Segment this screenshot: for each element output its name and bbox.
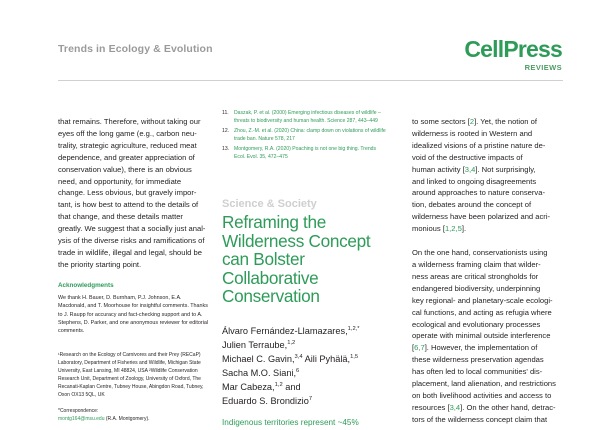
reference-list xyxy=(222,110,387,165)
text-run: wilderness is rooted in Western and xyxy=(412,128,533,138)
author-affiliation: 1,2,* xyxy=(347,326,360,332)
text-line: greatly. We suggest that a socially just anal- xyxy=(58,224,206,234)
author-name: Mar Cabeza, xyxy=(222,382,275,392)
text-run: tors of the wilderness concept claim that xyxy=(412,414,548,424)
text-run: and linked to ongoing disagreements xyxy=(412,176,537,186)
author-affiliation: 1,2 xyxy=(287,340,296,346)
author-conjunction: and xyxy=(282,382,301,392)
section-label: Science & Society xyxy=(222,198,317,210)
text-line: ysis of the diverse risks and ramifications of xyxy=(58,236,205,246)
column-1-body xyxy=(58,116,210,271)
column-3-body xyxy=(412,116,572,426)
text-run: monious [ xyxy=(412,224,445,234)
acknowledgments-heading: Acknowledgments xyxy=(58,282,114,289)
article-title xyxy=(222,213,392,306)
text-run: these wilderness preservation agendas xyxy=(412,355,544,365)
author-affiliation: 3,4 xyxy=(294,354,303,360)
reference-item xyxy=(222,110,387,125)
text-run: void of the destructive impacts of xyxy=(412,152,523,162)
author-name: Álvaro Fernández-Llamazares, xyxy=(222,326,348,336)
text-run: around approaches to nature conserva- xyxy=(412,188,545,198)
text-line: change. Less obvious, but gravely impor- xyxy=(58,188,197,198)
text-run: ]. However, the implementation of xyxy=(424,343,538,353)
text-run: wilderness have been polarized and acri- xyxy=(412,212,551,222)
title-line: can Bolster xyxy=(222,249,305,270)
text-line: that change, and these details matter xyxy=(58,212,183,222)
intro-text: Indigenous territories represent ~45% xyxy=(222,418,359,427)
text-line: conservation value), there is an obvious xyxy=(58,164,192,174)
text-run: key regional- and planetary-scale ecologi- xyxy=(412,295,553,305)
text-line: the priority starting point. xyxy=(58,259,142,269)
author-name: Aili Pyhälä, xyxy=(302,354,351,364)
text-run: placement, land alienation, and restrictions xyxy=(412,379,556,389)
affiliations: ¹Research on the Ecology of Carnivores and their Prey (RECaP) Laboratory, Department of Fisheries and Wildlife, Michigan State University, East Lansing, MI 48824, USA ²Wildlife Conservation Research Unit, Department of Zoology, University of Oxford, The Recanati-Kaplan Centre, Tubney House, Abingdon Road, Tubney, Oxon OX13 5QL, UK xyxy=(58,352,204,398)
author-name: Sacha M.O. Siani, xyxy=(222,368,297,378)
text-line: eyes off the long game (e.g., carbon neu- xyxy=(58,128,197,138)
citation-link[interactable]: 3,4 xyxy=(464,164,476,174)
cellpress-logo xyxy=(452,36,562,76)
text-line: tant, is how best to attend to the details of xyxy=(58,200,199,210)
text-run: human activity [ xyxy=(412,164,465,174)
text-run: tion, debates around the concept of xyxy=(412,200,532,210)
text-run: a wilderness framing claim that wilder- xyxy=(412,259,541,269)
correspondence-email[interactable]: montg164@msu.edu xyxy=(58,415,105,422)
text-run: ]. xyxy=(461,224,467,234)
author-affiliation: 6 xyxy=(296,368,300,374)
reference-item xyxy=(222,128,387,143)
text-run: ]. On the other hand, detrac- xyxy=(460,402,556,412)
text-run: resources [ xyxy=(412,402,450,412)
author-name: Julien Terraube, xyxy=(222,340,288,350)
title-line: Wilderness Concept xyxy=(222,230,371,251)
title-line: Conservation xyxy=(222,286,320,307)
correspondence-label: *Correspondence: xyxy=(58,408,99,414)
reference-text[interactable]: Zhou, Z.-M. et al. (2020) China: clamp down on violations of wildlife trade ban. Nature 578, 217 xyxy=(234,128,386,142)
text-line: trade in wildlife, illegal and legal, should be xyxy=(58,247,202,257)
text-run: has often led to local communities' dis- xyxy=(412,367,543,377)
correspondence-name: (R.A. Montgomery). xyxy=(104,415,150,422)
journal-name: Trends in Ecology & Evolution xyxy=(58,43,213,55)
text-run: idealized visions of a pristine nature de- xyxy=(412,140,546,150)
text-line: dependence, and greater appreciation of xyxy=(58,152,195,162)
author-list xyxy=(222,324,392,408)
text-run: to some sectors [ xyxy=(412,117,470,126)
text-line: that remains. Therefore, without taking our xyxy=(58,117,201,126)
text-run: cal functions, and acting as refugia where xyxy=(412,307,552,317)
paragraph xyxy=(412,247,572,426)
citation-link[interactable]: 3,4 xyxy=(449,402,461,412)
author-name: Michael C. Gavin, xyxy=(222,354,295,364)
text-line: trality, strategic agriculture, reduced meat xyxy=(58,140,197,150)
text-run: [ xyxy=(412,343,415,353)
reference-text[interactable]: Daszak, P. et al. (2000) Emerging infectious diseases of wildlife – threats to biodiversity and human health. Science 287, 443–449 xyxy=(234,110,381,124)
author-name: Eduardo S. Brondizio xyxy=(222,396,309,406)
paragraph xyxy=(412,116,572,235)
title-line: Collaborative xyxy=(222,267,319,288)
text-run: endangered biodiversity, underpinning xyxy=(412,283,541,293)
text-run: ]. Not surprisingly, xyxy=(475,164,536,174)
reference-text[interactable]: Montgomery, R.A. (2020) Poaching is not one big thing. Trends Ecol. Evol. 35, 472–475 xyxy=(234,146,377,160)
citation-link[interactable]: 6,7 xyxy=(414,343,425,353)
reference-number: 12. xyxy=(222,128,230,135)
acknowledgments-text: We thank H. Bauer, D. Burnham, P.J. Johnson, E.A. Macdonald, and T. Moorhouse for insightful comments. Thanks to J. Raupp for accuracy and fact-checking support and to A. Stephens, D. Parker, and one anonymous reviewer for editorial comments. xyxy=(58,295,209,335)
citation-link[interactable]: 2 xyxy=(469,117,475,126)
text-run: ness areas are critical strongholds for xyxy=(412,271,539,281)
title-line: Reframing the xyxy=(222,212,327,232)
text-run: On the one hand, conservationists using xyxy=(412,248,548,258)
text-run: ecological and evolutionary processes xyxy=(412,319,541,329)
correspondence xyxy=(58,408,210,424)
author-affiliation: 1,2 xyxy=(274,382,283,388)
author-affiliation: 1,5 xyxy=(350,354,359,360)
author-affiliation: 7 xyxy=(308,396,313,402)
reference-item xyxy=(222,146,387,161)
citation-link[interactable]: 1,2,5 xyxy=(444,224,462,234)
reference-number: 11. xyxy=(222,110,229,116)
reference-number: 13. xyxy=(222,146,230,153)
logo-subtitle: REVIEWS xyxy=(524,63,562,72)
text-run: operate with minimal outside interference xyxy=(412,331,551,341)
text-run: on both livelihood activities and access to xyxy=(412,390,552,400)
text-line: need, and opportunity, for immediate xyxy=(58,176,182,186)
text-run: ]. Yet, the notion of xyxy=(474,117,537,126)
header-rule xyxy=(58,80,563,81)
logo-wordmark: CellPress xyxy=(464,36,562,62)
